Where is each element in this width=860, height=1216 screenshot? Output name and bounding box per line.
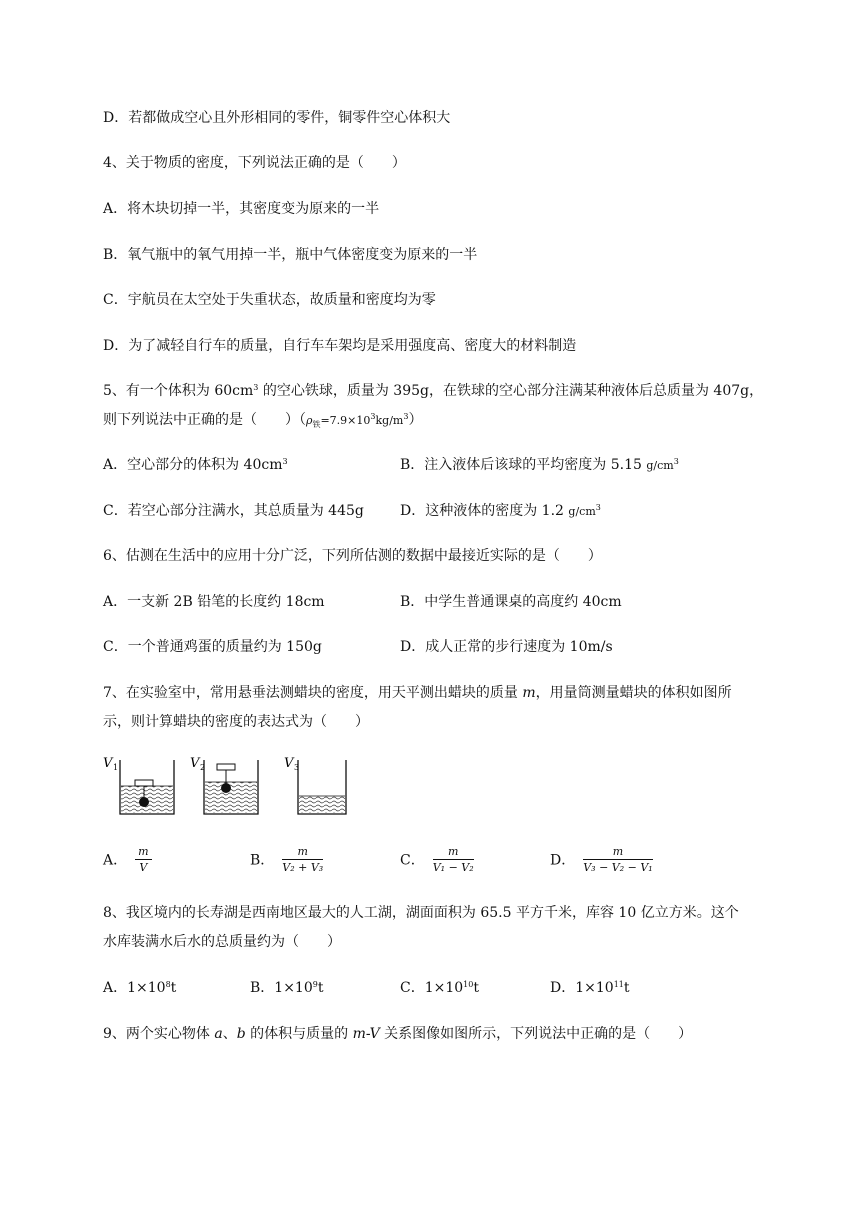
- exponent: 10: [463, 980, 474, 989]
- unit: t: [170, 980, 177, 996]
- option-text: A．空心部分的体积为 40: [103, 457, 262, 473]
- question-text: 、: [222, 1026, 237, 1042]
- unit: cm: [261, 457, 283, 473]
- option-8b: [250, 978, 323, 998]
- unit: t: [317, 980, 324, 996]
- option-7b: [250, 845, 323, 876]
- unit-exp: 3: [673, 457, 679, 466]
- exponent: 8: [165, 980, 171, 989]
- question-text: 关系图像如图所示，下列说法中正确的是（ ）: [379, 1026, 693, 1042]
- question-6: [103, 546, 602, 566]
- fraction-denominator: V: [139, 861, 148, 874]
- cylinder-figure: [100, 752, 360, 820]
- fraction-numerator: m: [282, 845, 323, 860]
- label-v1-sub: 1: [113, 763, 119, 772]
- option-text: C．若空心部分注满水，其总质量为 445g: [103, 503, 364, 519]
- unit: g/cm: [646, 459, 674, 472]
- variable-m: m: [522, 685, 536, 701]
- variable-b: b: [236, 1026, 246, 1042]
- unit: g/cm: [568, 505, 596, 518]
- question-9: [103, 1024, 692, 1044]
- fraction-numerator: m: [135, 845, 151, 860]
- question-4: [103, 153, 406, 173]
- density-exp: 3: [370, 412, 376, 421]
- label-v3-sub: 3: [294, 763, 300, 772]
- density-unit-exp: 3: [403, 412, 409, 421]
- fraction-numerator: m: [583, 845, 652, 860]
- question-text: 9、两个实心物体: [103, 1026, 215, 1042]
- label-v2: V: [190, 756, 200, 771]
- unit-exp: 3: [253, 383, 259, 392]
- option-label: D．: [550, 852, 576, 869]
- question-text: 7、在实验室中，常用悬垂法测蜡块的密度，用天平测出蜡块的质量: [103, 685, 523, 701]
- unit: t: [473, 980, 479, 996]
- question-text: 则下列说法中正确的是（ ）（: [103, 412, 306, 428]
- option-label: A．: [103, 852, 128, 869]
- fraction: [583, 845, 652, 876]
- option-8c: [400, 978, 479, 998]
- unit-exp: 3: [595, 503, 601, 512]
- rho-symbol: ρ: [306, 414, 313, 427]
- question-8-line1: [103, 903, 739, 923]
- option-6b: [400, 592, 622, 612]
- fraction-numerator: m: [433, 845, 474, 860]
- question-5-line2: [103, 410, 422, 435]
- option-text: C．宇航员在太空处于失重状态，故质量和密度均为零: [103, 292, 436, 308]
- option-5b: [400, 455, 679, 476]
- question-7-line1: [103, 683, 732, 703]
- exponent: 11: [613, 980, 624, 989]
- option-text: B．1×10: [250, 980, 313, 996]
- option-6c: [103, 637, 322, 657]
- label-v1: V: [103, 756, 113, 771]
- option-6a: [103, 592, 325, 612]
- variable-mv: m-V: [352, 1026, 380, 1042]
- option-5a: [103, 455, 288, 475]
- question-text: ）: [408, 412, 423, 428]
- question-text: 8、我区境内的长寿湖是西南地区最大的人工湖，湖面面积为 65.5 平方千米，库容 10 亿立方米。这个: [103, 905, 739, 921]
- option-text: B．注入液体后该球的平均密度为 5.15: [400, 457, 642, 473]
- question-text: 6、估测在生活中的应用十分广泛，下列所估测的数据中最接近实际的是（ ）: [103, 548, 602, 564]
- exponent: 9: [312, 980, 318, 989]
- option-7d: [550, 845, 653, 876]
- option-label: C．: [400, 852, 425, 869]
- question-text: 水库装满水后水的总质量约为（ ）: [103, 934, 341, 950]
- option-8a: [103, 978, 176, 998]
- cylinder-v1: [103, 756, 174, 814]
- fraction: [282, 845, 323, 876]
- question-8-line2: [103, 932, 341, 952]
- option-text: D．为了减轻自行车的质量，自行车车架均是采用强度高、密度大的材料制造: [103, 338, 577, 354]
- question-text: 示，则计算蜡块的密度的表达式为（ ）: [103, 714, 369, 730]
- option-7a: [103, 845, 152, 876]
- rho-sub: 铁: [312, 420, 321, 430]
- option-4d: [103, 336, 576, 356]
- question-text: 5、有一个体积为 60: [103, 383, 233, 399]
- option-8d: [550, 978, 630, 998]
- unit: cm: [232, 383, 254, 399]
- option-label: B．: [250, 852, 275, 869]
- cylinder-v3: [284, 756, 346, 814]
- question-text: ，用量筒测量蜡块的体积如图所: [535, 685, 732, 701]
- fraction-denominator: V₁ − V₂: [432, 861, 474, 874]
- option-text: A．1×10: [103, 980, 166, 996]
- option-text: B．氧气瓶中的氧气用掉一半，瓶中气体密度变为原来的一半: [103, 247, 478, 263]
- option-3d: [103, 108, 450, 128]
- option-6d: [400, 637, 613, 657]
- option-7c: [400, 845, 474, 876]
- density-value: =7.9×10: [320, 414, 371, 427]
- option-text: D．1×10: [550, 980, 614, 996]
- fraction-denominator: V₃ − V₂ − V₁: [583, 861, 653, 874]
- question-text: 的体积与质量的: [245, 1026, 353, 1042]
- option-4a: [103, 199, 379, 219]
- unit: t: [623, 980, 630, 996]
- option-text: D．这种液体的密度为 1.2: [400, 503, 564, 519]
- option-5c: [103, 501, 364, 521]
- option-5d: [400, 501, 601, 522]
- density-unit: kg/m: [375, 414, 404, 427]
- fraction-denominator: V₂ + V₃: [282, 861, 324, 874]
- cylinder-v2: [190, 756, 258, 814]
- variable-a: a: [214, 1026, 223, 1042]
- fraction: [135, 845, 151, 876]
- option-4c: [103, 290, 436, 310]
- label-v2-sub: 2: [200, 763, 206, 772]
- label-v3: V: [284, 756, 294, 771]
- option-text: A．将木块切掉一半，其密度变为原来的一半: [103, 201, 380, 217]
- option-text: C．1×10: [400, 980, 464, 996]
- option-text: D．成人正常的步行速度为 10m/s: [400, 639, 613, 655]
- option-text: A．一支新 2B 铅笔的长度约 18cm: [103, 594, 325, 610]
- option-text: D．若都做成空心且外形相同的零件，铜零件空心体积大: [103, 110, 451, 126]
- question-text: 4、关于物质的密度，下列说法正确的是（ ）: [103, 155, 406, 171]
- option-text: C．一个普通鸡蛋的质量约为 150g: [103, 639, 322, 655]
- question-7-line2: [103, 712, 369, 732]
- option-text: B．中学生普通课桌的高度约 40cm: [400, 594, 622, 610]
- option-4b: [103, 245, 477, 265]
- question-5-line1: [103, 381, 763, 401]
- question-text: 的空心铁球，质量为 395g，在铁球的空心部分注满某种液体后总质量为 407g，: [258, 383, 764, 399]
- unit-exp: 3: [282, 457, 288, 466]
- fraction: [433, 845, 474, 876]
